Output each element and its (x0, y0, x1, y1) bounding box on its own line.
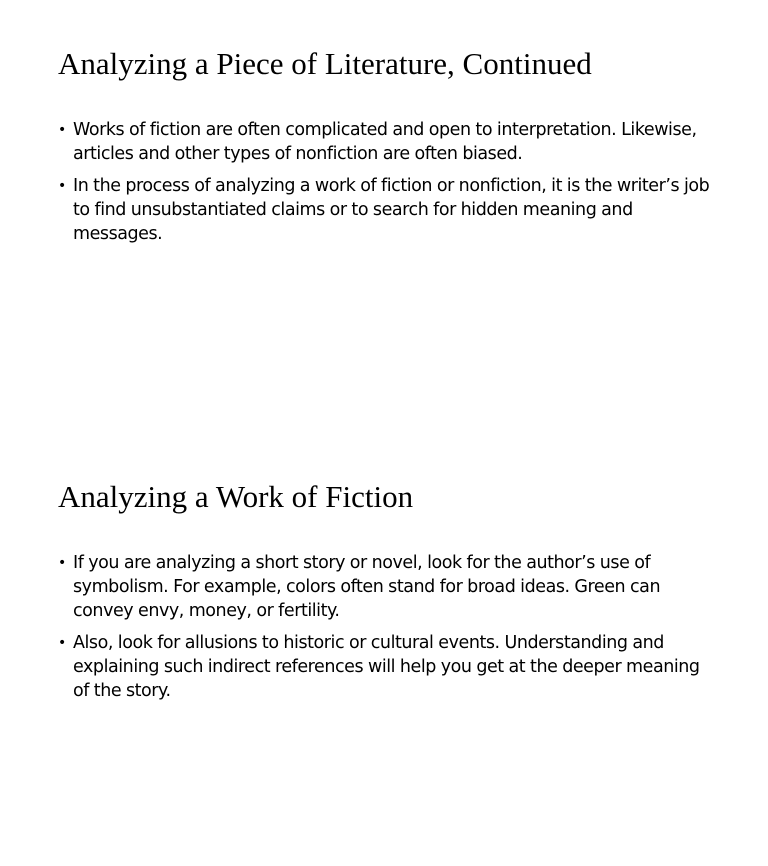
bullet-icon: • (58, 178, 66, 194)
bullet-item (58, 174, 716, 246)
bullet-item (58, 631, 716, 703)
slide-2 (0, 433, 768, 866)
bullet-item (58, 551, 716, 623)
bullet-icon: • (58, 122, 66, 138)
bullet-item (58, 118, 716, 166)
slide-title: Analyzing a Work of Fiction (58, 479, 414, 514)
bullet-icon: • (58, 635, 66, 651)
bullet-text: In the process of analyzing a work of fiction or nonfiction, it is the writer’s job to find unsubstantiated claims or to search for hidden meaning and messages. (73, 176, 710, 244)
bullet-list (58, 118, 716, 254)
bullet-list (58, 551, 716, 711)
bullet-text: Works of fiction are often complicated and open to interpretation. Likewise, articles and other types of nonfiction are often biased. (73, 120, 697, 164)
bullet-icon: • (58, 555, 66, 571)
bullet-text: If you are analyzing a short story or novel, look for the author’s use of symbolism. For example, colors often stand for broad ideas. Green can convey envy, money, or fertility. (73, 553, 661, 621)
bullet-text: Also, look for allusions to historic or cultural events. Understanding and explaining such indirect references will help you get at the deeper meaning of the story. (73, 633, 700, 701)
slide-title: Analyzing a Piece of Literature, Continued (58, 46, 592, 81)
